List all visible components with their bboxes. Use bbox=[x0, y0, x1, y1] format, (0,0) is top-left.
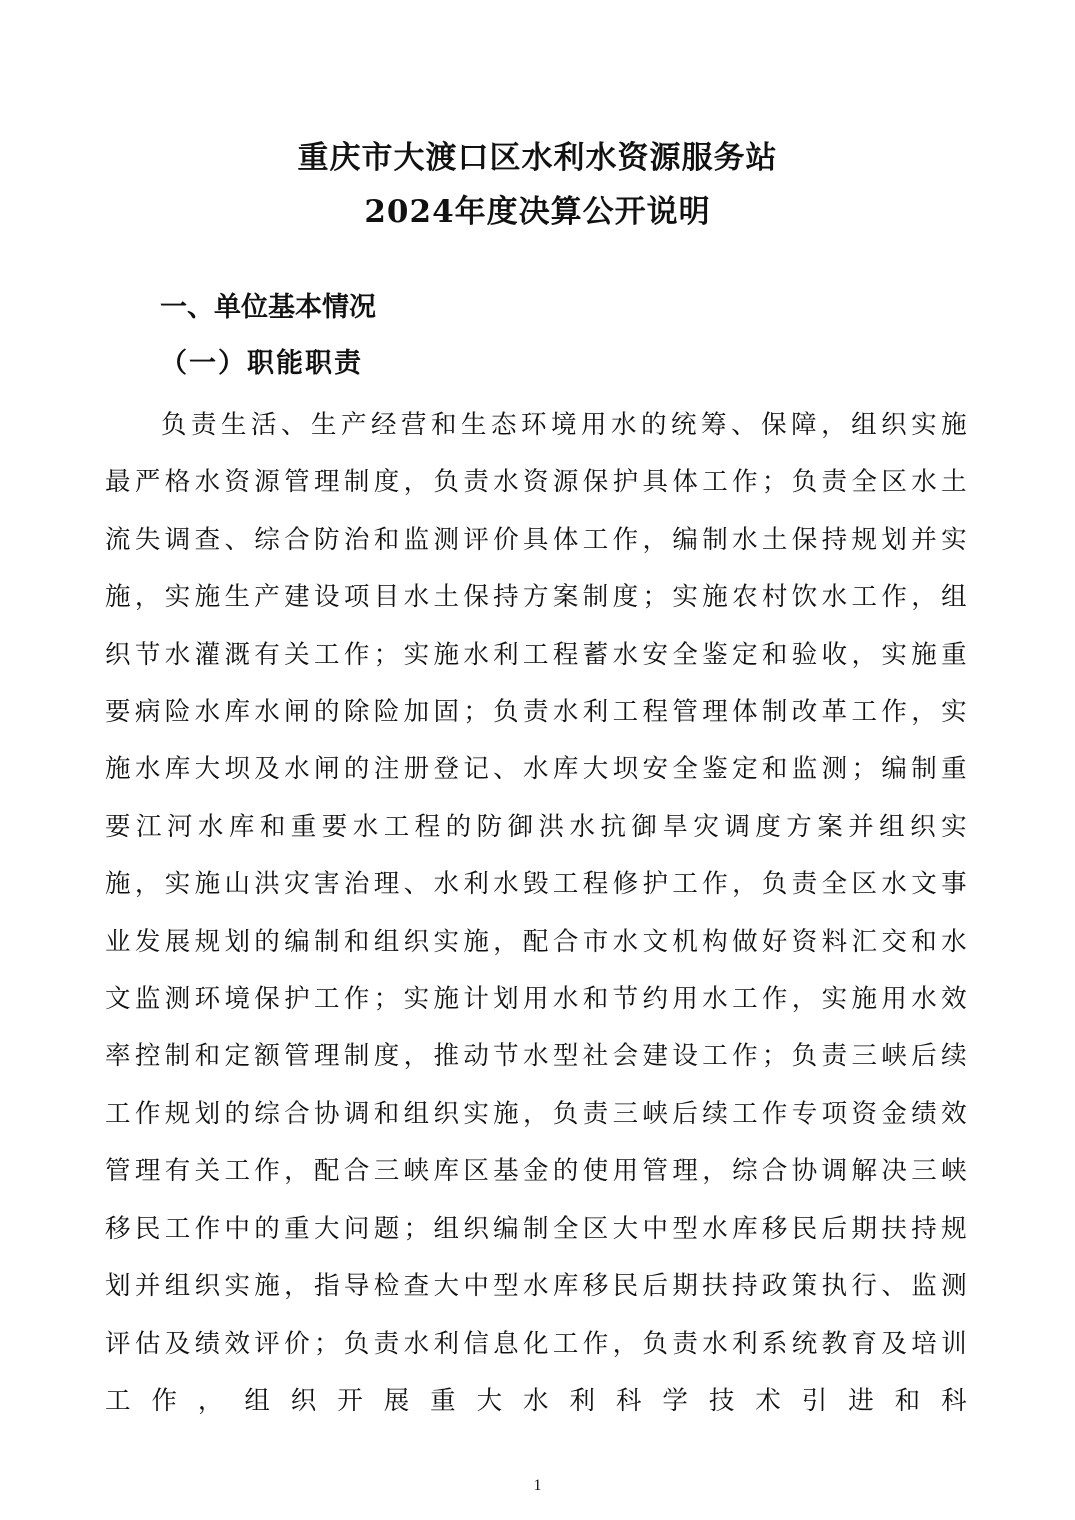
document-title-line1: 重庆市大渡口区水利水资源服务站 bbox=[297, 140, 778, 176]
subsection-heading: （一）职能职责 bbox=[160, 348, 363, 379]
section-heading: 一、单位基本情况 bbox=[160, 292, 376, 323]
page-number: 1 bbox=[533, 1477, 542, 1494]
body-paragraph: 负责生活、生产经营和生态环境用水的统筹、保障，组织实施最严格水资源管理制度，负责水资源保护具体工作；负责全区水土流失调查、综合防治和监测评价具体工作，编制水土保持规划并实施，实施生产建设项目水土保持方案制度；实施农村饮水工作，组织节水灌溉有关工作；实施水利工程蓄水安全鉴定和验收，实施重要病险水库水闸的除险加固；负责水利工程管理体制改革工作，实施水库大坝及水闸的注册登记、水库大坝安全鉴定和监测；编制重要江河水库和重要水工程的防御洪水抗御旱灾调度方案并组织实施，实施山洪灾害治理、水利水毁工程修护工作，负责全区水文事业发展规划的编制和组织实施，配合市水文机构做好资料汇交和水文监测环境保护工作；实施计划用水和节约用水工作，实施用水效率控制和定额管理制度，推动节水型社会建设工作；负责三峡后续工作规划的综合协调和组织实施，负责三峡后续工作专项资金绩效管理有关工作，配合三峡库区基金的使用管理，综合协调解决三峡移民工作中的重大问题；组织编制全区大中型水库移民后期扶持规划并组织实施，指导检查大中型水库移民后期扶持政策执行、监测评估及绩效评价；负责水利信息化工作，负责水利系统教育及培训工作，组织开展重大水利科学技术引进和科 bbox=[105, 410, 970, 1416]
document-title-line2: 2024年度决算公开说明 bbox=[364, 194, 711, 230]
